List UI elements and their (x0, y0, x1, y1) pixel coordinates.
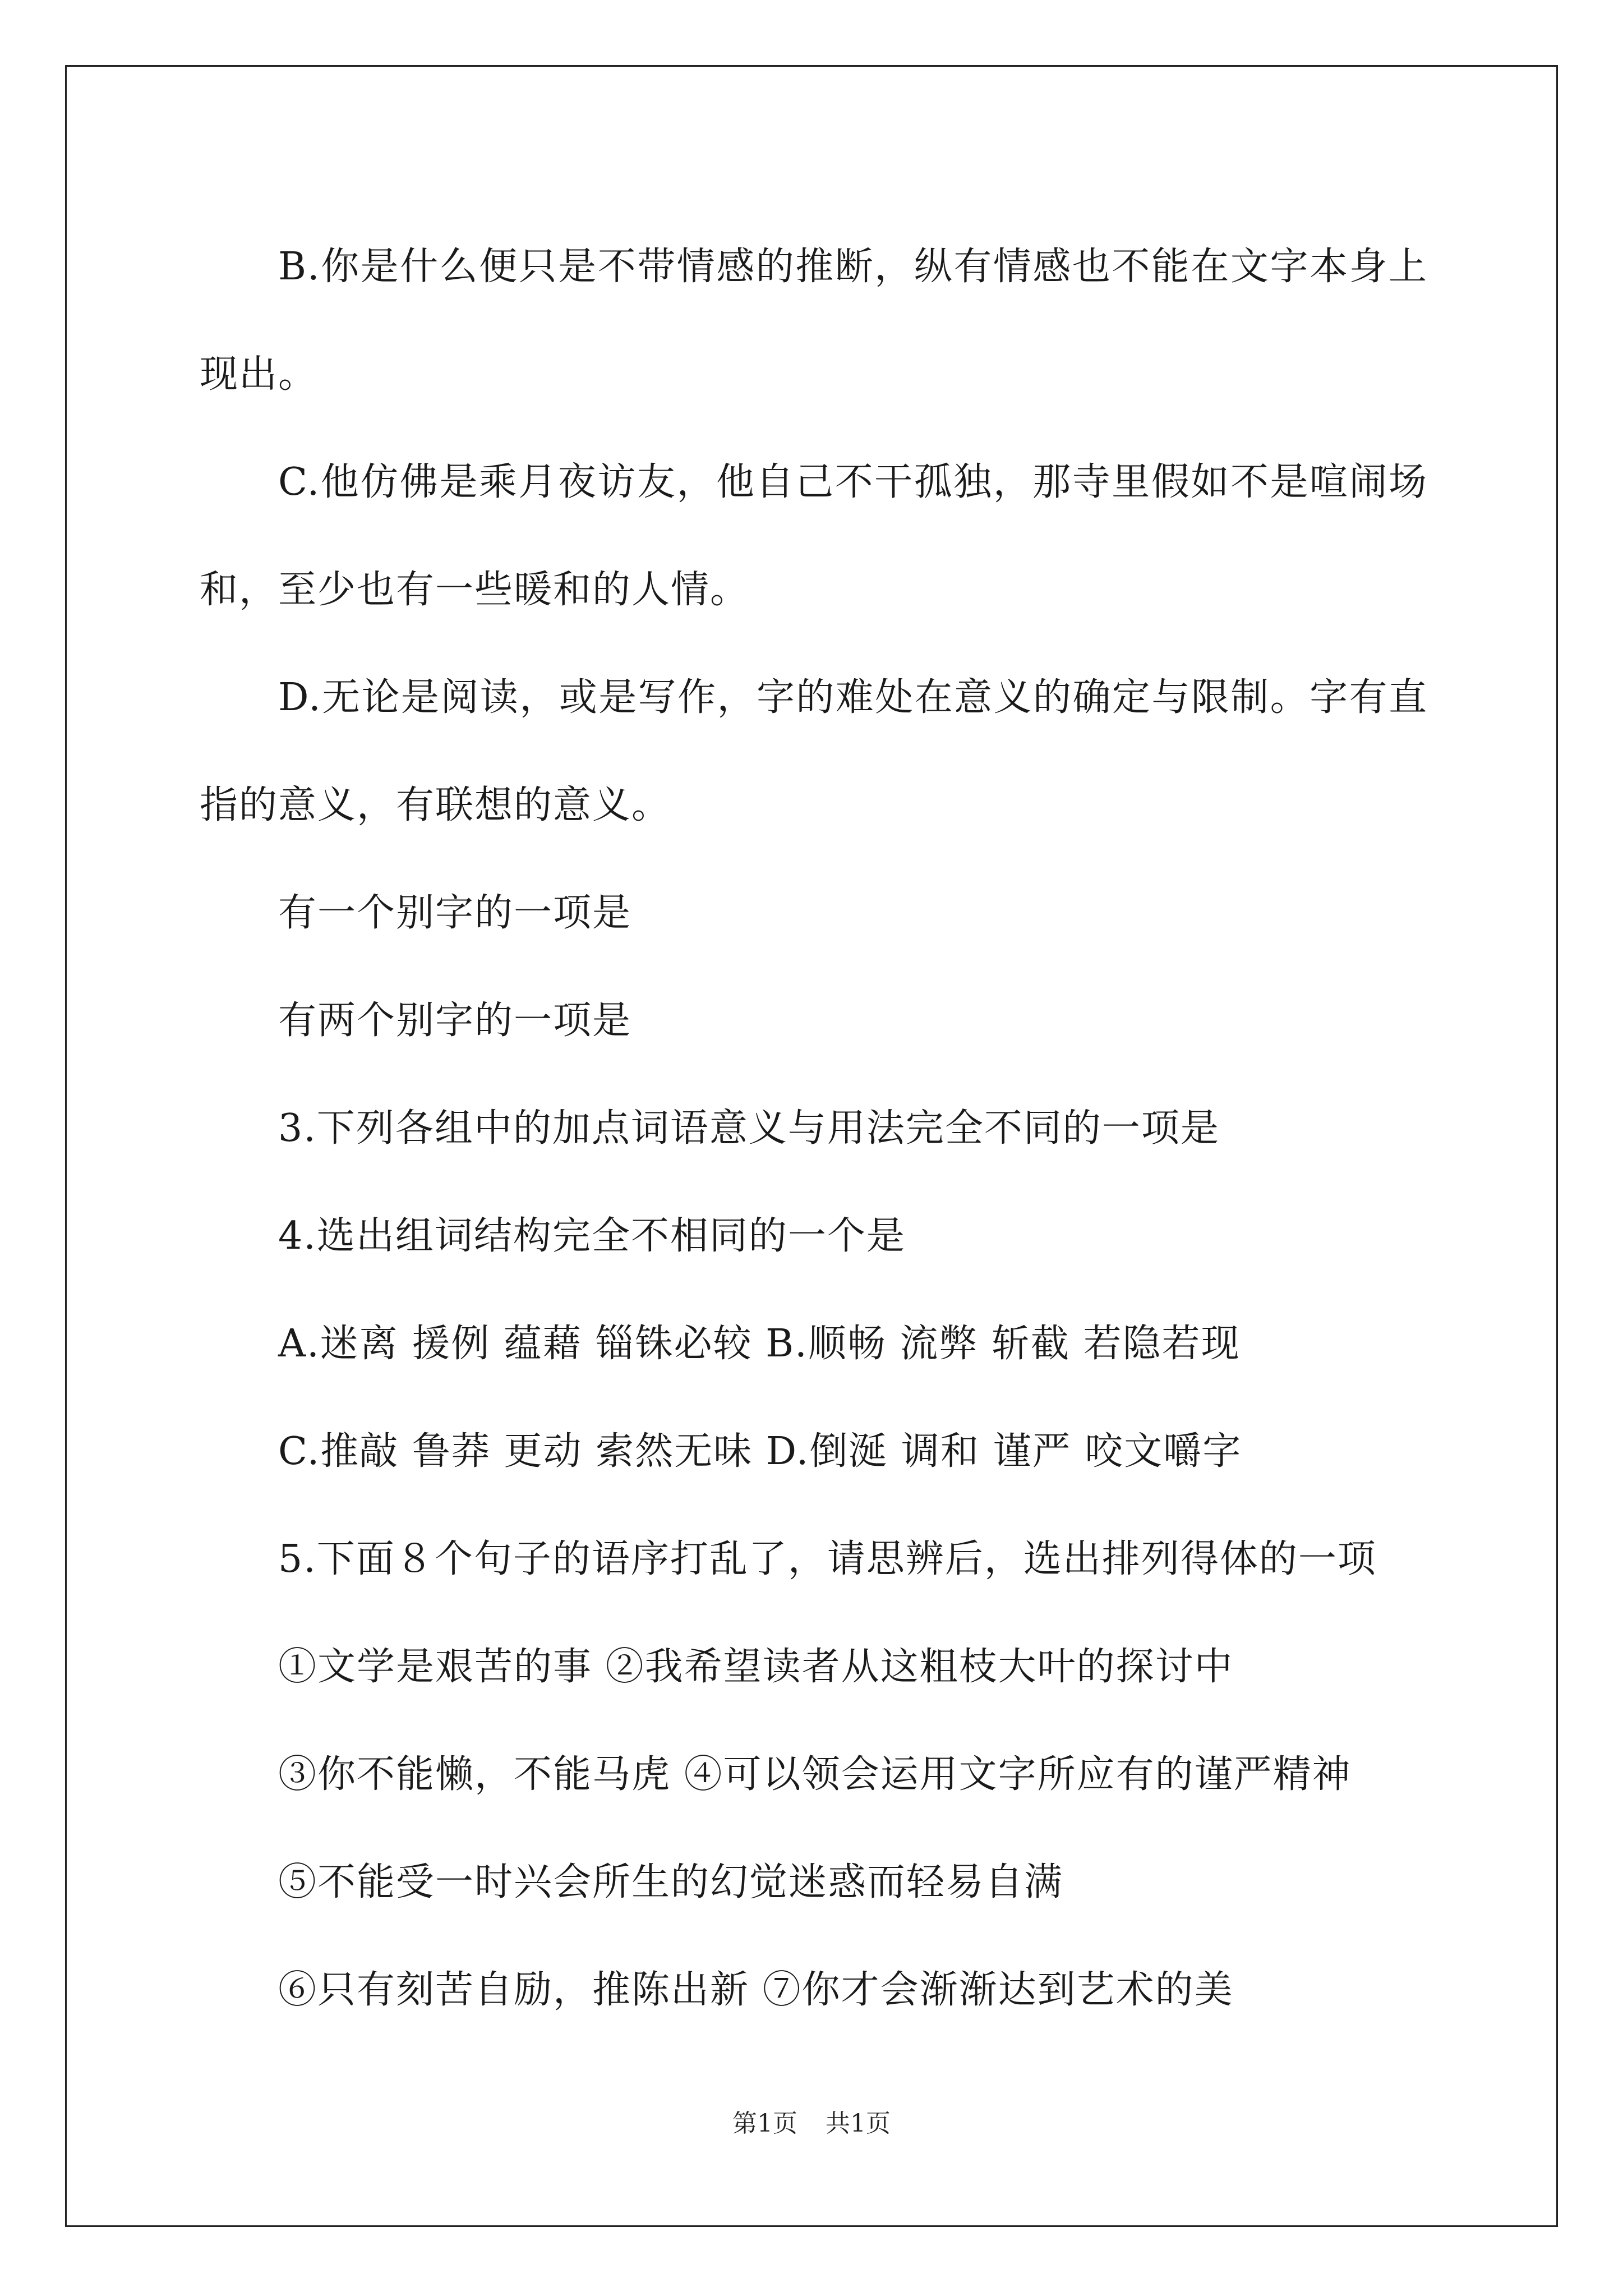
page-number: 第1页 (732, 2109, 797, 2138)
question-3: 3.下列各组中的加点词语意义与用法完全不同的一项是 (278, 1106, 1220, 1151)
document-body (200, 213, 1428, 2044)
prompt-one-typo: 有一个别字的一项是 (278, 891, 632, 935)
paragraph-option-b: B.你是什么便只是不带情感的推断，纵有情感也不能在文字本身上现出。 (200, 245, 1428, 397)
sentence-items-1-2: ①文学是艰苦的事 ②我希望读者从这粗枝大叶的探讨中 (278, 1645, 1234, 1689)
paragraph-option-c: C.他仿佛是乘月夜访友，他自己不干孤独，那寺里假如不是喧闹场和，至少也有一些暖和的人情。 (200, 460, 1428, 612)
sentence-items-3-4: ③你不能懒，不能马虎 ④可以领会运用文字所应有的谨严精神 (278, 1752, 1352, 1797)
sentence-items-6-7: ⑥只有刻苦自励，推陈出新 ⑦你才会渐渐达到艺术的美 (278, 1968, 1234, 2012)
page-footer (0, 2107, 1623, 2141)
page-total: 共1页 (826, 2109, 891, 2138)
question-4-options-c-d: C.推敲 鲁莽 更动 索然无味 D.倒涎 调和 谨严 咬文嚼字 (278, 1429, 1242, 1474)
prompt-two-typos: 有两个别字的一项是 (278, 999, 632, 1043)
question-5: 5.下面８个句子的语序打乱了，请思辨后，选出排列得体的一项 (278, 1537, 1377, 1581)
question-4-options-a-b: A.迷离 援例 蕴藉 锱铢必较 B.顺畅 流弊 斩截 若隐若现 (278, 1322, 1241, 1366)
sentence-item-5: ⑤不能受一时兴会所生的幻觉迷惑而轻易自满 (278, 1860, 1064, 1904)
question-4: 4.选出组词结构完全不相同的一个是 (278, 1214, 906, 1258)
paragraph-option-d: D.无论是阅读，或是写作，字的难处在意义的确定与限制。字有直指的意义，有联想的意义。 (200, 675, 1428, 827)
